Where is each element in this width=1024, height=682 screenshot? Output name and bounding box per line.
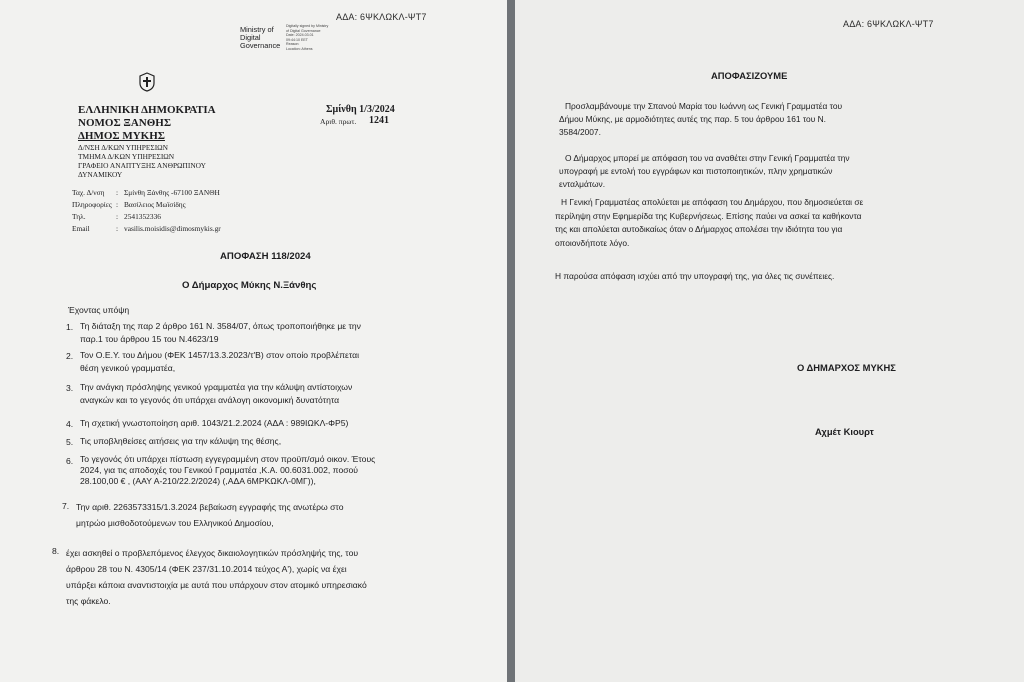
contact-label: Ταχ. Δ/νση [72,188,105,197]
right-page [515,0,1024,682]
decision-heading: ΑΠΟΦΑΣΙΖΟΥΜΕ [711,70,788,81]
signature-stamp: Digitally signed by Ministry of Digital Governance Date: 2024.03.01 09:44:10 EET Reason: Location: Athens [286,24,329,51]
contact-label: Πληροφορίες [72,200,112,209]
paragraph-dismissal: Η Γενική Γραμματέας απολύεται με απόφαση του Δημάρχου, που δημοσιεύεται σε περίληψη στην Εφημερίδα της Κυβερνήσεως. Επίσης παύει να ασκεί τα καθήκοντα της και απολύεται αυτοδικαίως όταν ο Δήμαρχος απολέσει την ιδιότητα του για οποιονδήποτε λόγο. [555,197,864,248]
greek-emblem-icon [138,72,156,92]
contact-email: vasilis.moisidis@dimosmykis.gr [124,224,221,233]
contact-value: Σμίνθη Ξάνθης -67100 ΞΑΝΘΗ [124,188,220,197]
contact-value: 2541352336 [124,212,161,221]
paragraph-appointment: Προσλαμβάνουμε την Σπανού Μαρία του Ιωάννη ως Γενική Γραμματέα του Δήμου Μύκης, με αρμοδιότητες αυτές της παρ. 5 του άρθρου 161 του Ν. 3584/2007. [559,101,843,137]
contact-label: Τηλ. [72,212,86,221]
department-line-2: ΤΜΗΜΑ Δ/ΚΩΝ ΥΠΗΡΕΣΙΩΝ [78,152,175,161]
mayor-heading: Ο Δήμαρχος Μύκης Ν.Ξάνθης [182,280,317,291]
left-page: ΑΔΑ: 6ΨΚΛΩΚΛ-ΨΤ7 Ministry of Digital Governance Digitally signed by Ministry of Digital Governance Date: 2024.03.01 09:44:10 EET Reason: Location: Athens ΕΛΛΗΝΙΚΗ ΔΗΜΟΚΡΑΤΙΑ ΝΟΜΟΣ ΞΑΝΘΗΣ ΔΗΜΟΣ ΜΥΚΗΣ Δ/ΝΣΗ Δ/ΚΩΝ ΥΠΗΡΕΣΙΩΝ ΤΜΗΜΑ Δ/ΚΩΝ ΥΠΗΡΕΣΙΩΝ ΓΡΑΦΕΙΟ ΑΝΑΠΤΥΞΗΣ ΑΝΘΡΩΠΙΝΟΥ ΔΥΝΑΜΙΚΟΥ Σμίνθη 1/3/2024 Αριθ. πρωτ. 1241 Ταχ. Δ/νση : Σμίνθη Ξάνθης -67100 ΞΑΝΘΗ Πληροφορίες : Βασίλειος Μωϊσίδης Τηλ. : 2541352336 Email : vasilis.moisidis@dimosmykis.gr ΑΠΟΦΑΣΗ 118/2024 Ο Δήμαρχος Μύκης Ν.Ξάνθης Έχοντας υπόψη 1. Τη διάταξη της παρ 2 άρθρο 161 Ν. 3584/07, όπως τροποποιήθηκε με την παρ.1 του άρθρου 15 του Ν.4623/19 2. Τον Ο.Ε.Υ. του Δήμου (ΦΕΚ 1457/13.3.2023/τ'Β) στον οποίο προβλέπεται θέση γενικού γραμματέα, 3. Την ανάγκη πρόσληψης γενικού γραμματέα για την κάλυψη αντίστοιχων αναγκών και το γεγονός ότι υπάρχει ανάλογη οικονομική δυνατότητα 4. Τη σχετική γνωστοποίηση αριθ. 1043/21.2.2024 (ΑΔΑ : 989ΙΩΚΛ-ΦΡ5) 5. Τις υποβληθείσες αιτήσεις για την κάλυψη της θέσης, 6. Το γεγονός ότι υπάρχει πίστωση εγγεγραμμένη στον προϋπ/σμό οικον. Έτους 2024, για τις αποδοχές του Γενικού Γραμματέα ,Κ.Α. 00.6031.002, ποσού 28.100,00 € , (ΑΑΥ Α-210/22.2/2024) (,ΑΔΑ 6ΜΡΚΩΚΛ-0ΜΓ)), 7. Την αριθ. 2263573315/1.3.2024 βεβαίωση εγγραφής της ανωτέρω στο μητρώο μισθοδοτούμενων του Ελληνικού Δημοσίου, 8. έχει ασκηθεί ο προβλεπόμενος έλεγχος δικαιολογητικών πρόσληψής της, του άρθρου 28 του Ν. 4305/14 (ΦΕΚ 237/31.10.2014 τεύχος Α'), χωρίς να έχει υπάρξει κάποια αναντιστοιχία με αυτά που υπάρχουν στον ατομικό υπηρεσιακό της φάκελο. [0,0,507,682]
authority-line-1: ΕΛΛΗΝΙΚΗ ΔΗΜΟΚΡΑΤΙΑ [78,104,216,116]
protocol-label: Αριθ. πρωτ. [320,117,357,126]
paragraph-delegation: Ο Δήμαρχος μπορεί με απόφαση του να αναθέτει στην Γενική Γραμματέα την υπογραφή με εντολή του εγγράφων και πιστοποιητικών, πλην χρηματικών ενταλμάτων. [559,153,850,189]
signer-title: Ο ΔΗΜΑΡΧΟΣ ΜΥΚΗΣ [797,362,896,373]
authority-line-2: ΝΟΜΟΣ ΞΑΝΘΗΣ [78,117,172,129]
department-line-3: ΓΡΑΦΕΙΟ ΑΝΑΠΤΥΞΗΣ ΑΝΘΡΩΠΙΝΟΥ [78,161,206,170]
ada-code: ΑΔΑ: 6ΨΚΛΩΚΛ-ΨΤ7 [843,19,934,29]
considering-label: Έχοντας υπόψη [68,305,130,315]
department-line-4: ΔΥΝΑΜΙΚΟΥ [78,170,123,179]
authority-line-3: ΔΗΜΟΣ ΜΥΚΗΣ [78,130,165,142]
signature-issuer: Ministry of Digital Governance [240,25,281,50]
department-line-1: Δ/ΝΣΗ Δ/ΚΩΝ ΥΠΗΡΕΣΙΩΝ [78,143,168,152]
signer-name: Αχμέτ Κιουρτ [815,426,874,437]
place-date: Σμίνθη 1/3/2024 [326,104,395,115]
ada-code: ΑΔΑ: 6ΨΚΛΩΚΛ-ΨΤ7 [336,12,427,22]
contact-value: Βασίλειος Μωϊσίδης [124,200,186,209]
contact-label: Email [72,224,90,233]
decision-title: ΑΠΟΦΑΣΗ 118/2024 [220,251,311,262]
protocol-number: 1241 [369,115,389,126]
paragraph-validity: Η παρούσα απόφαση ισχύει από την υπογραφή της, για όλες τις συνέπειες. [555,271,835,281]
